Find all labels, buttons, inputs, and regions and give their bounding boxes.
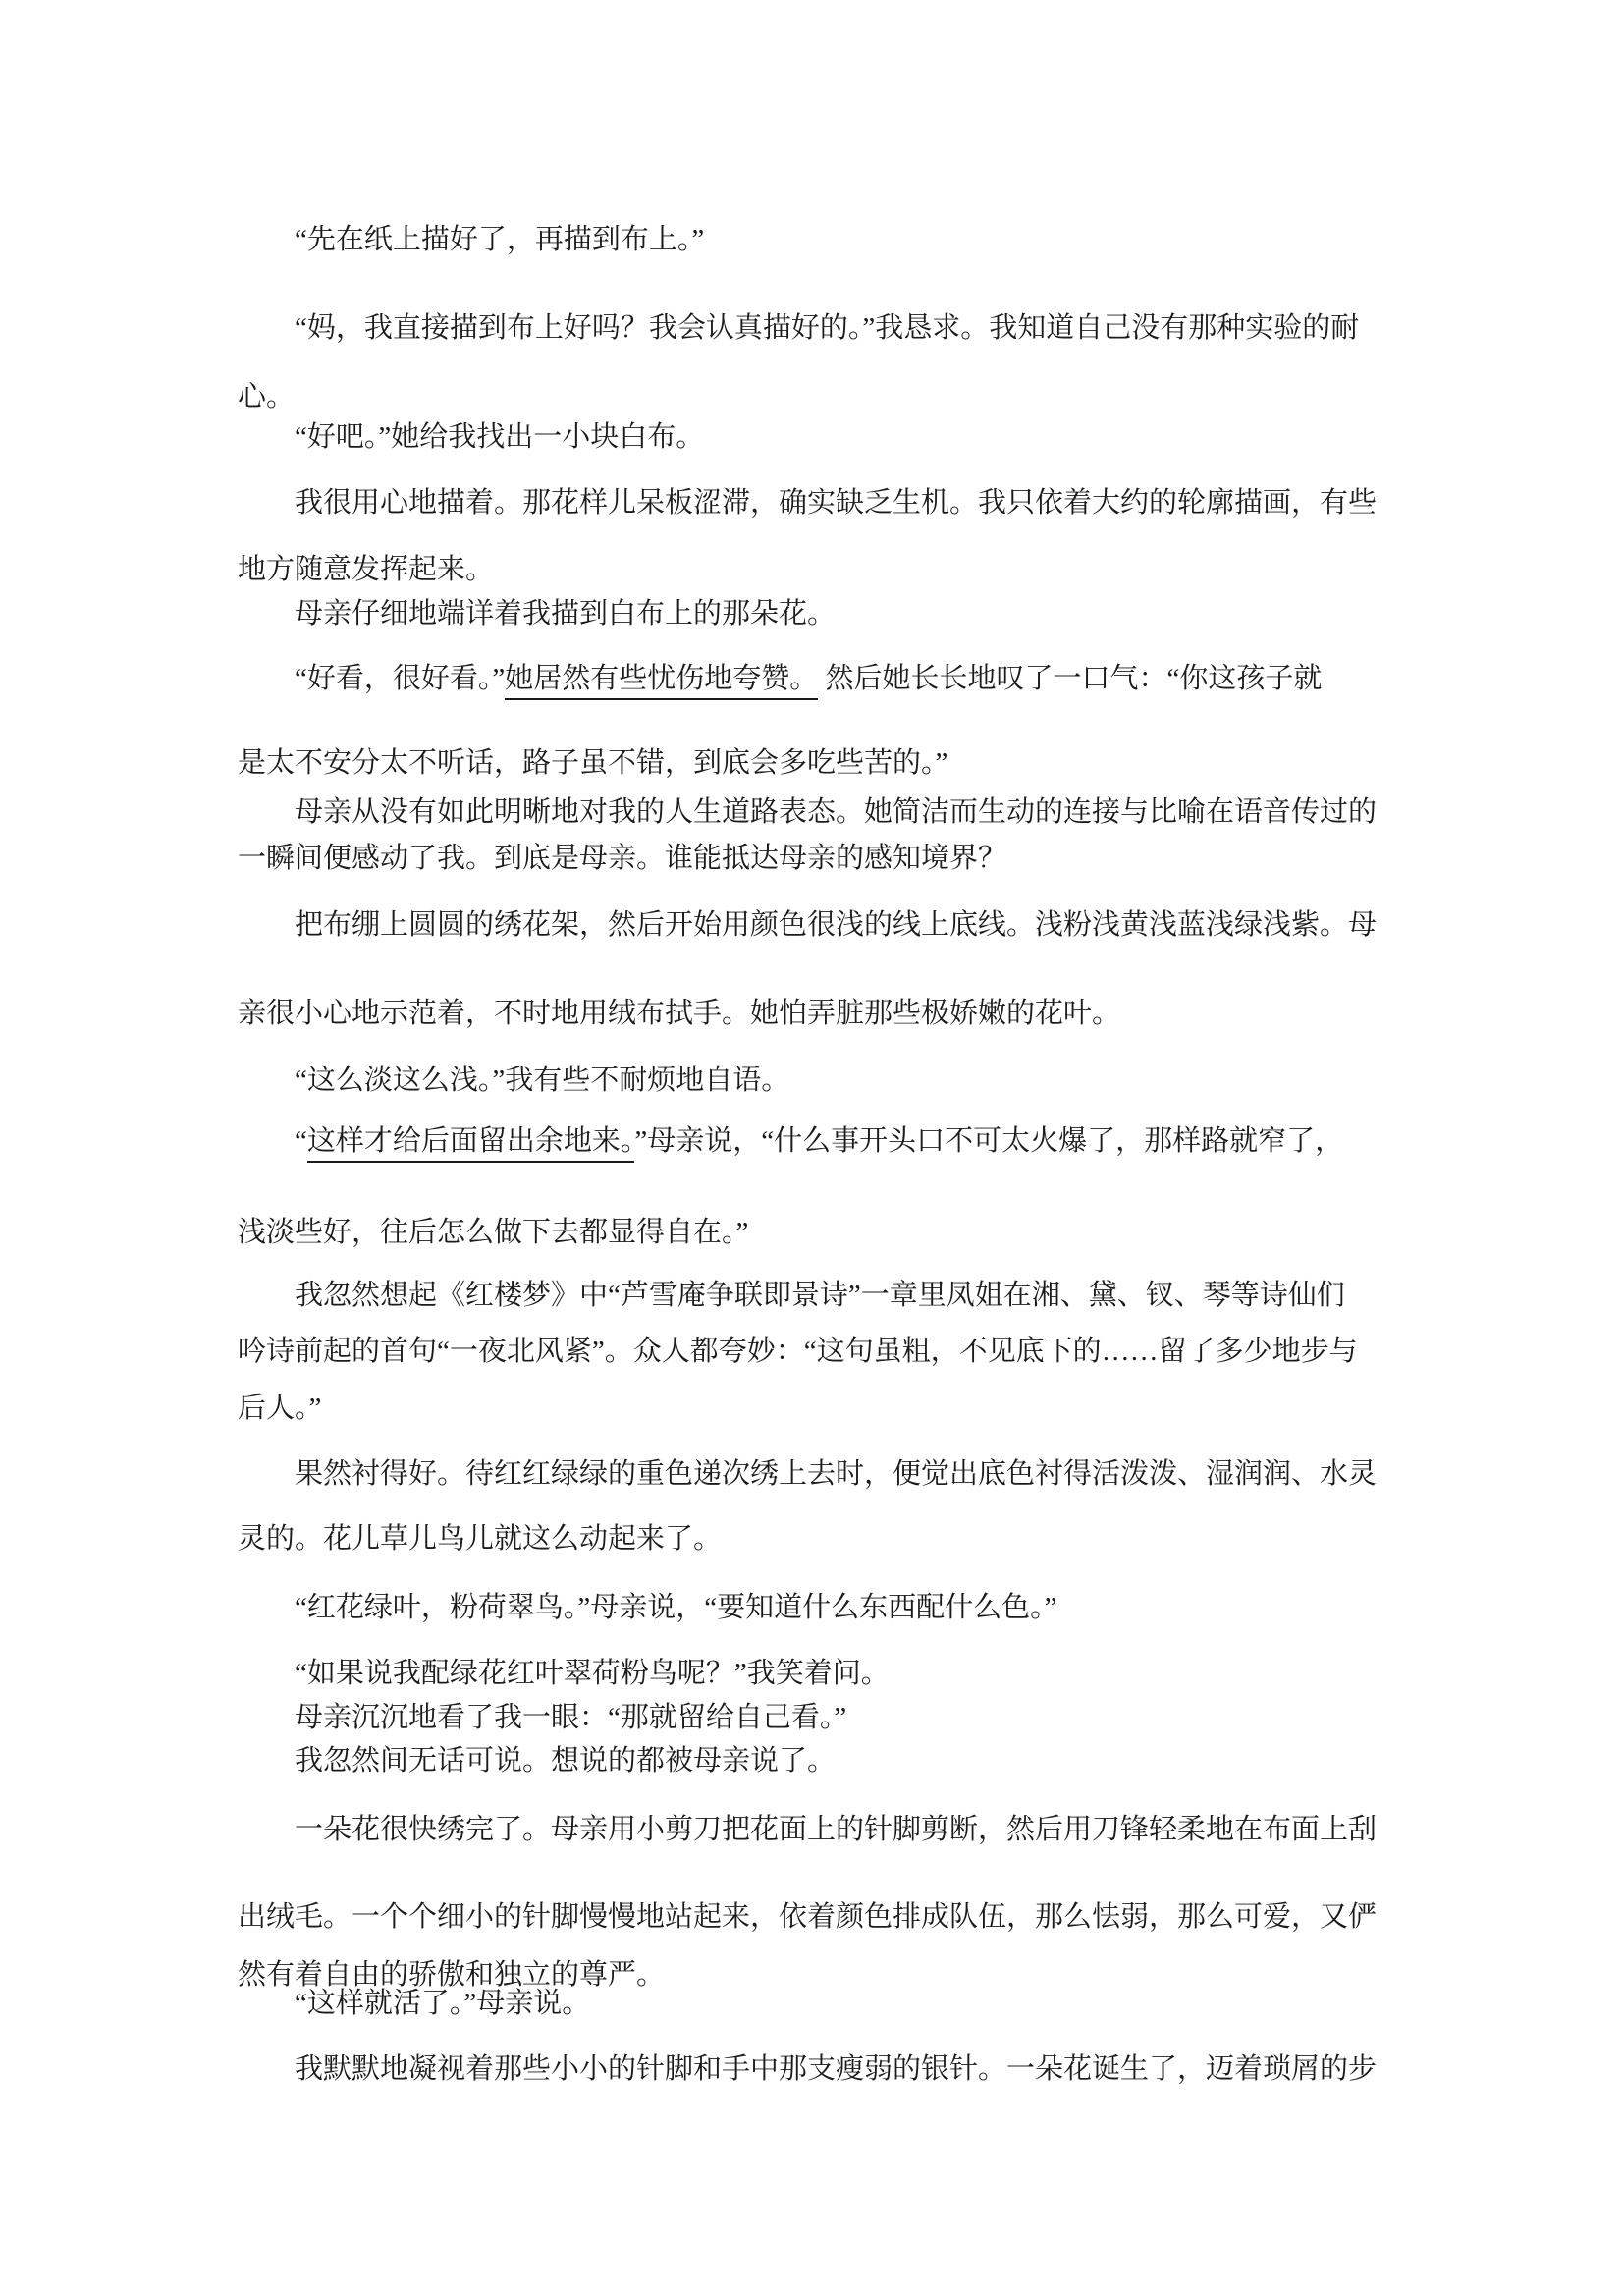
text-segment: 果然衬得好。待红红绿绿的重色递次绣上去时，便觉出底色衬得活泼泼、湿润润、水灵 bbox=[295, 1458, 1378, 1490]
text-line bbox=[238, 552, 494, 588]
text-line bbox=[238, 1215, 748, 1251]
text-segment: “好吧。”她给我找出一小块白布。 bbox=[295, 421, 705, 453]
text-line bbox=[238, 745, 947, 782]
text-segment: 心。 bbox=[238, 381, 296, 412]
text-segment: 母亲仔细地端详着我描到白布上的那朵花。 bbox=[295, 598, 837, 629]
text-segment: 吟诗前起的首句“一夜北风紧”。众人都夸妙：“这句虽粗，不见底下的……留了多少地步与 bbox=[238, 1336, 1358, 1367]
text-line bbox=[238, 1700, 846, 1736]
text-segment: 地方随意发挥起来。 bbox=[238, 554, 495, 585]
text-segment: “红花绿叶，粉荷翠鸟。”母亲说，“要知道什么东西配什么色。” bbox=[295, 1592, 1057, 1623]
text-segment: 后人。” bbox=[238, 1393, 322, 1424]
text-line bbox=[238, 1278, 1345, 1314]
text-segment: 母亲从没有如此明晰地对我的人生道路表态。她简洁而生动的连接与比喻在语音传过的 bbox=[295, 796, 1378, 828]
text-segment: 然后她长长地叹了一口气：“你这孩子就 bbox=[818, 663, 1323, 694]
text-line bbox=[238, 907, 1377, 944]
text-segment: ”母亲说，“什么事开头口不可太火爆了，那样路就窄了， bbox=[634, 1125, 1344, 1157]
text-segment: 灵的。花儿草儿鸟儿就这么动起来了。 bbox=[238, 1523, 723, 1555]
text-segment: 一瞬间便感动了我。到底是母亲。谁能抵达母亲的感知境界？ bbox=[238, 843, 1007, 874]
text-segment: “好看，很好看。” bbox=[295, 663, 506, 694]
text-segment: 然有着自由的骄傲和独立的尊严。 bbox=[238, 1959, 666, 1991]
text-segment: “妈，我直接描到布上好吗？我会认真描好的。”我恳求。我知道自己没有那种实验的耐 bbox=[295, 312, 1360, 344]
text-segment: 我忽然间无话可说。想说的都被母亲说了。 bbox=[295, 1745, 837, 1777]
text-line bbox=[238, 1456, 1377, 1493]
text-segment: “如果说我配绿花红叶翠荷粉鸟呢？”我笑着问。 bbox=[295, 1658, 890, 1689]
text-line bbox=[238, 1590, 1057, 1626]
text-line bbox=[238, 1812, 1377, 1848]
text-line bbox=[238, 310, 1359, 347]
text-line bbox=[238, 419, 704, 456]
text-line bbox=[238, 2051, 1377, 2088]
text-segment: 我忽然想起《红楼梦》中“芦雪庵争联即景诗”一章里凤姐在湘、黛、钗、琴等诗仙们 bbox=[295, 1280, 1345, 1311]
text-line bbox=[238, 1391, 321, 1427]
text-line bbox=[238, 222, 704, 258]
text-line bbox=[238, 1063, 789, 1099]
text-line bbox=[238, 841, 1006, 877]
text-segment: 是太不安分太不听话，路子虽不错，到底会多吃些苦的。” bbox=[238, 747, 948, 779]
text-segment: 一朵花很快绣完了。母亲用小剪刀把花面上的针脚剪断，然后用刀锋轻柔地在布面上刮 bbox=[295, 1814, 1378, 1845]
text-line bbox=[238, 1656, 890, 1692]
text-segment: “这样就活了。”母亲说。 bbox=[295, 1988, 591, 2019]
text-line bbox=[238, 661, 1322, 697]
text-line bbox=[238, 1899, 1377, 1936]
text-segment: “先在纸上描好了，再描到布上。” bbox=[295, 224, 705, 255]
text-segment: 把布绷上圆圆的绣花架，然后开始用颜色很浅的线上底线。浅粉浅黄浅蓝浅绿浅紫。母 bbox=[295, 909, 1378, 941]
text-segment: 我很用心地描着。那花样儿呆板涩滞，确实缺乏生机。我只依着大约的轮廓描画，有些 bbox=[295, 487, 1378, 519]
text-segment: 我默默地凝视着那些小小的针脚和手中那支瘦弱的银针。一朵花诞生了，迈着琐屑的步 bbox=[295, 2053, 1378, 2085]
text-segment: “这么淡这么浅。”我有些不耐烦地自语。 bbox=[295, 1065, 790, 1096]
text-line bbox=[238, 1743, 836, 1779]
text-line bbox=[238, 485, 1377, 521]
text-segment: 出绒毛。一个个细小的针脚慢慢地站起来，依着颜色排成队伍，那么怯弱，那么可爱，又俨 bbox=[238, 1901, 1378, 1933]
text-segment: 浅淡些好，往后怎么做下去都显得自在。” bbox=[238, 1217, 749, 1248]
text-line bbox=[238, 1521, 722, 1558]
text-line bbox=[238, 996, 1120, 1032]
text-segment: 母亲沉沉地看了我一眼：“那就留给自己看。” bbox=[295, 1702, 847, 1733]
underlined-phrase: 她居然有些忧伤地夸赞。 bbox=[505, 663, 818, 700]
text-line bbox=[238, 1986, 590, 2022]
text-line bbox=[238, 596, 836, 632]
text-line bbox=[238, 1334, 1358, 1370]
underlined-phrase: 这样才给后面留出余地来。 bbox=[307, 1125, 635, 1163]
text-line bbox=[238, 1123, 1343, 1160]
text-line bbox=[238, 379, 295, 415]
text-line bbox=[238, 794, 1377, 831]
text-segment: 亲很小心地示范着，不时地用绒布拭手。她怕弄脏那些极娇嫩的花叶。 bbox=[238, 998, 1121, 1029]
text-segment: “ bbox=[295, 1125, 307, 1157]
